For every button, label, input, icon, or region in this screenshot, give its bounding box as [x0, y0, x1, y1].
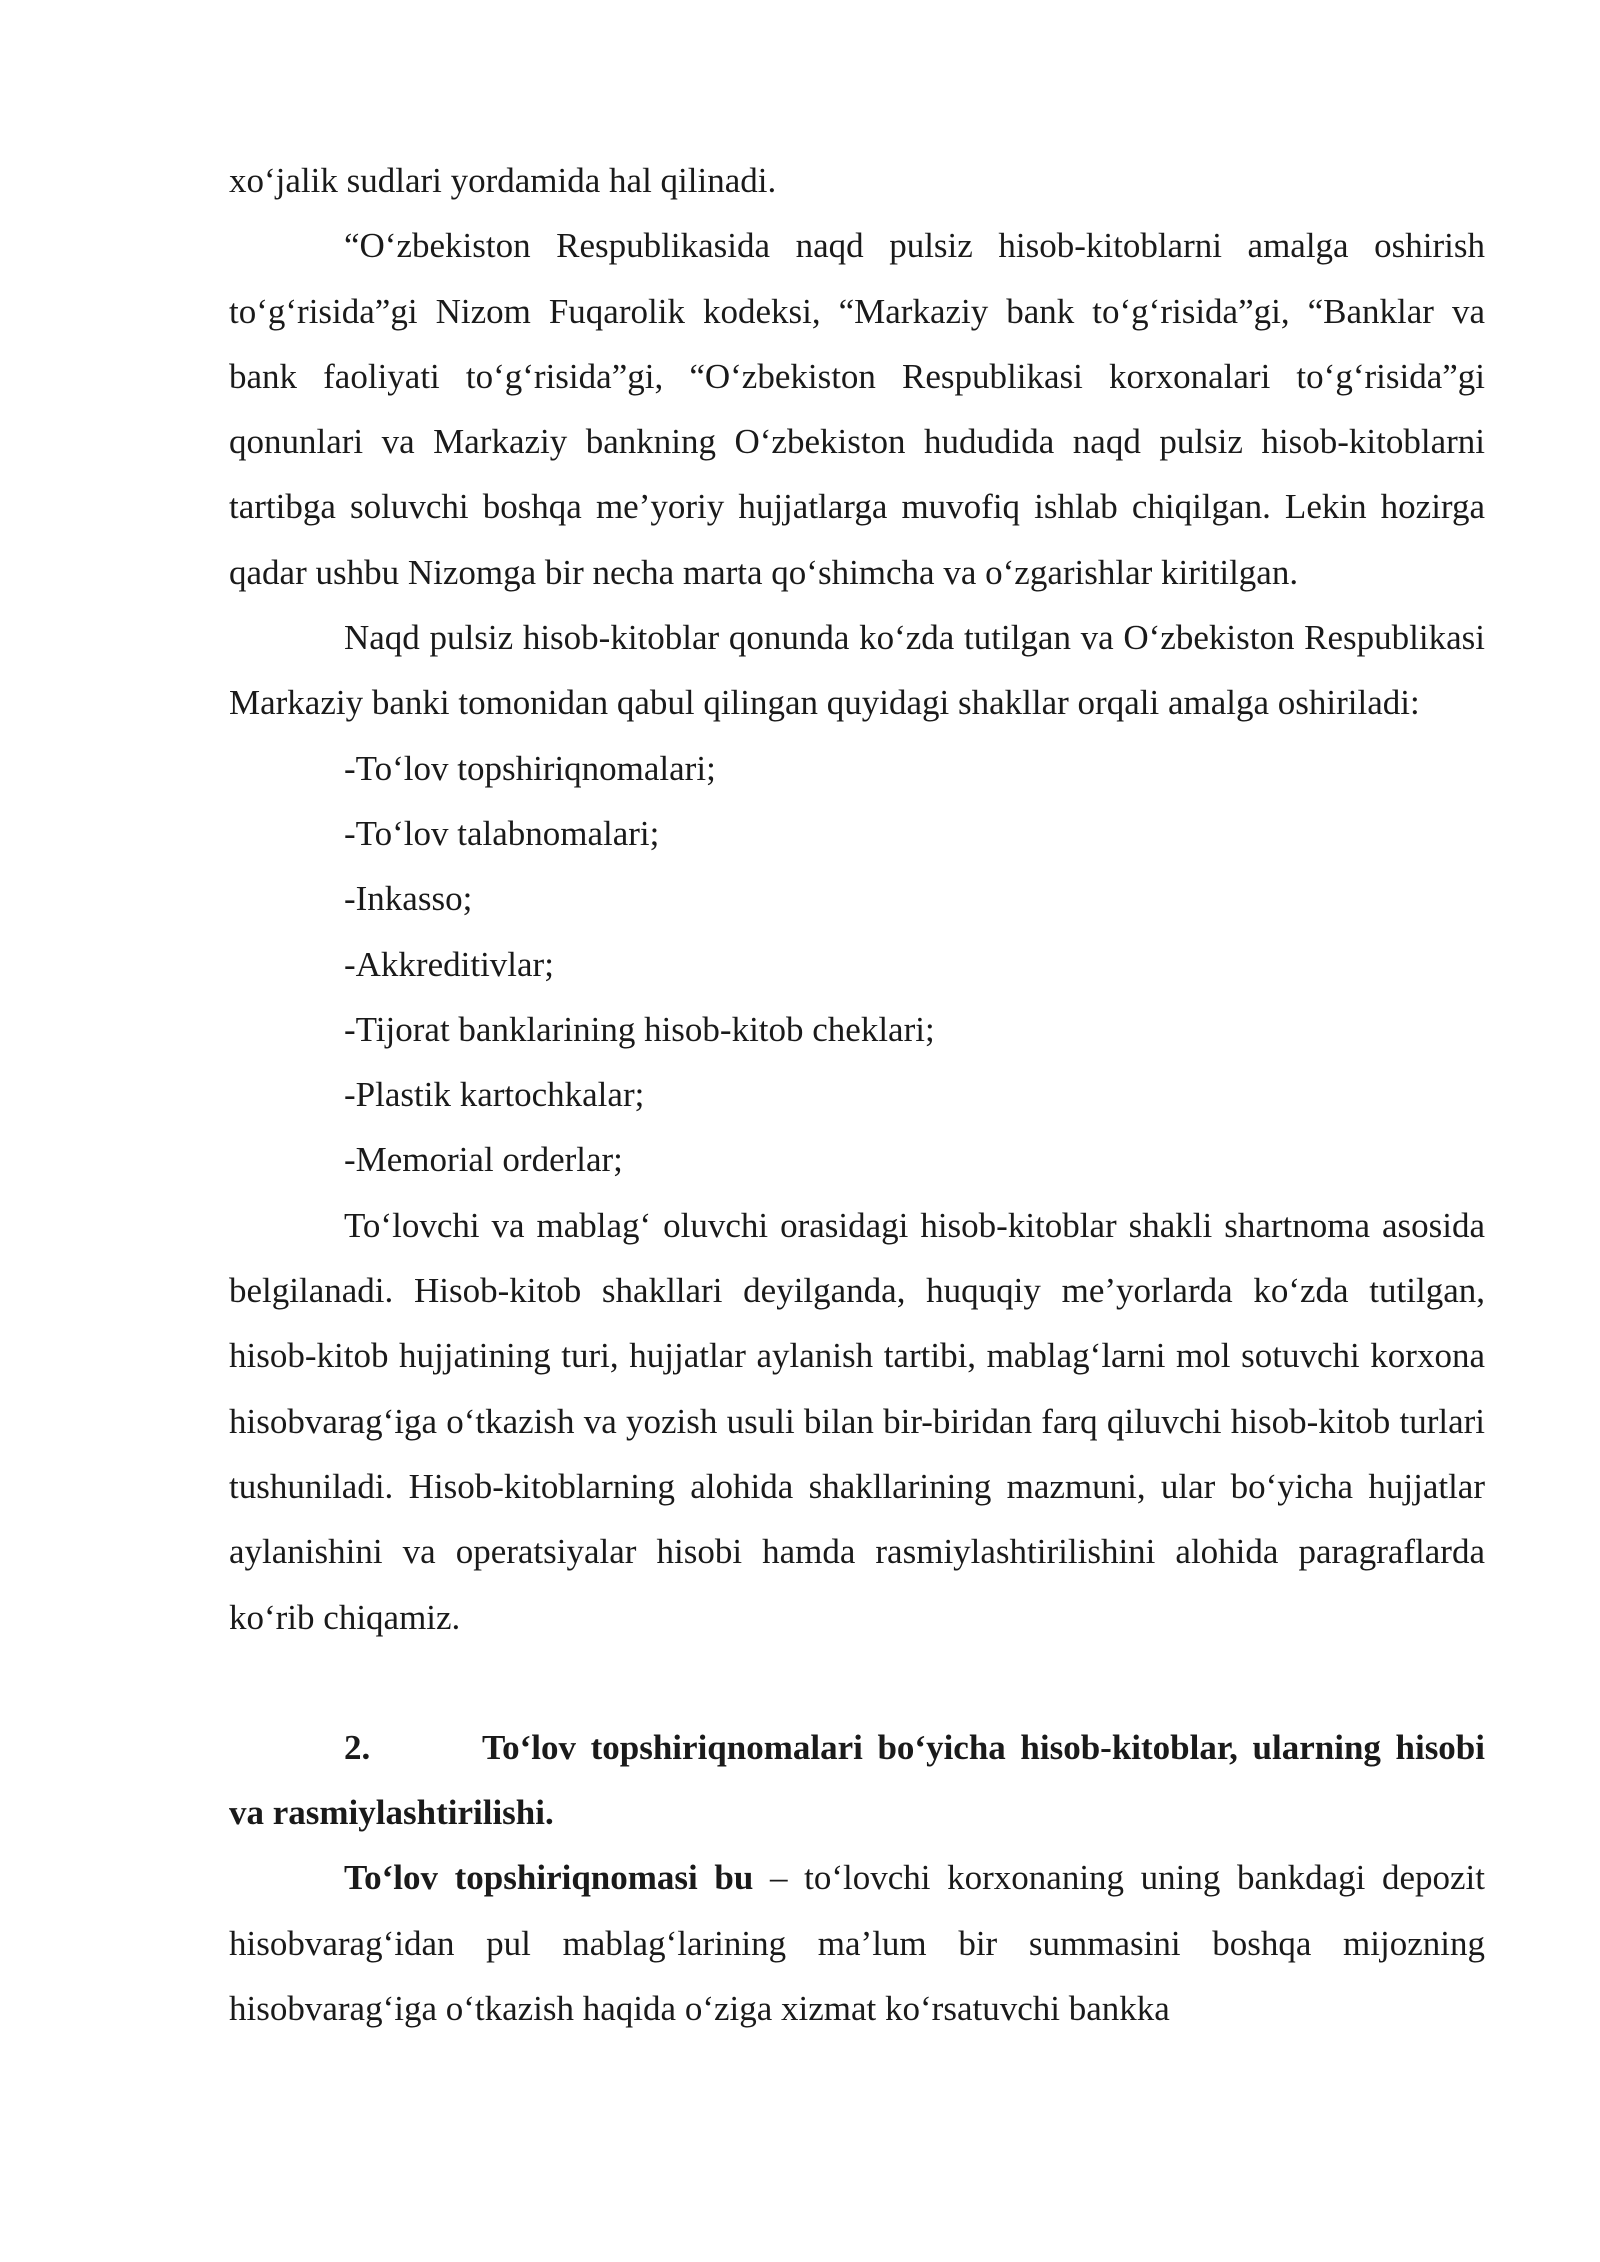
- term-definition: – to‘lovchi korxonaning uning bankdagi depozit hisobvarag‘idan pul mablag‘larining ma’lum bir summasini boshqa mijozning hisobvarag‘iga o‘tkazish haqida o‘ziga xizmat ko‘rsatuvchi bankka: [229, 1858, 1485, 2029]
- list-item: -Inkasso;: [344, 879, 473, 919]
- list-item: -Tijorat banklarining hisob-kitob cheklari;: [344, 1009, 935, 1049]
- paragraph-payment-order: [229, 1845, 1485, 2041]
- section-title: To‘lov topshiriqnomalari bo‘yicha hisob-kitoblar, ularning hisobi va rasmiylashtirilishi.: [229, 1727, 1485, 1833]
- list-item: -Akkreditivlar;: [344, 944, 554, 984]
- section-number: 2.: [344, 1727, 371, 1767]
- paragraph-regulation: “O‘zbekiston Respublikasida naqd pulsiz hisob-kitoblarni amalga oshirish to‘g‘risida”gi Nizom Fuqarolik kodeksi, “Markaziy bank to‘g‘risida”gi, “Banklar va bank faoliyati to‘g‘risida”gi, “O‘zbekiston Respublikasi korxonalari to‘g‘risida”gi qonunlari va Markaziy bankning O‘zbekiston hududida naqd pulsiz hisob-kitoblarni tartibga soluvchi boshqa me’yoriy hujjatlarga muvofiq ishlab chiqilgan. Lekin hozirga qadar ushbu Nizomga bir necha marta qo‘shimcha va o‘zgarishlar kiritilgan.: [229, 226, 1485, 592]
- paragraph-continuation: xo‘jalik sudlari yordamida hal qilinadi.: [229, 161, 777, 200]
- term-bold: To‘lov topshiriqnomasi bu: [344, 1858, 754, 1898]
- paragraph-settlement-forms: Naqd pulsiz hisob-kitoblar qonunda ko‘zda tutilgan va O‘zbekiston Respublikasi Markaziy banki tomonidan qabul qilingan quyidagi shakllar orqali amalga oshiriladi:: [229, 618, 1485, 723]
- paragraph-settlement-definition: To‘lovchi va mablag‘ oluvchi orasidagi hisob-kitoblar shakli shartnoma asosida belgilanadi. Hisob-kitob shakllari deyilganda, huquqiy me’yorlarda ko‘zda tutilgan, hisob-kitob hujjatining turi, hujjatlar aylanish tartibi, mablag‘larni mol sotuvchi korxona hisobvarag‘iga o‘tkazish va yozish usuli bilan bir-biridan farq qiluvchi hisob-kitob turlari tushuniladi. Hisob-kitoblarning alohida shakllarining mazmuni, ular bo‘yicha hujjatlar aylanishini va operatsiyalar hisobi hamda rasmiylashtirilishini alohida paragraflarda ko‘rib chiqamiz.: [229, 1205, 1485, 1637]
- settlement-forms-list: [229, 736, 1485, 1193]
- section-heading: [229, 1715, 1485, 1846]
- list-item: -Memorial orderlar;: [344, 1140, 623, 1180]
- spacer: [229, 1650, 1485, 1715]
- document-page: [229, 148, 1485, 2041]
- list-item: -Plastik kartochkalar;: [344, 1075, 645, 1115]
- list-item: -To‘lov topshiriqnomalari;: [344, 748, 716, 788]
- list-item: -To‘lov talabnomalari;: [344, 813, 660, 853]
